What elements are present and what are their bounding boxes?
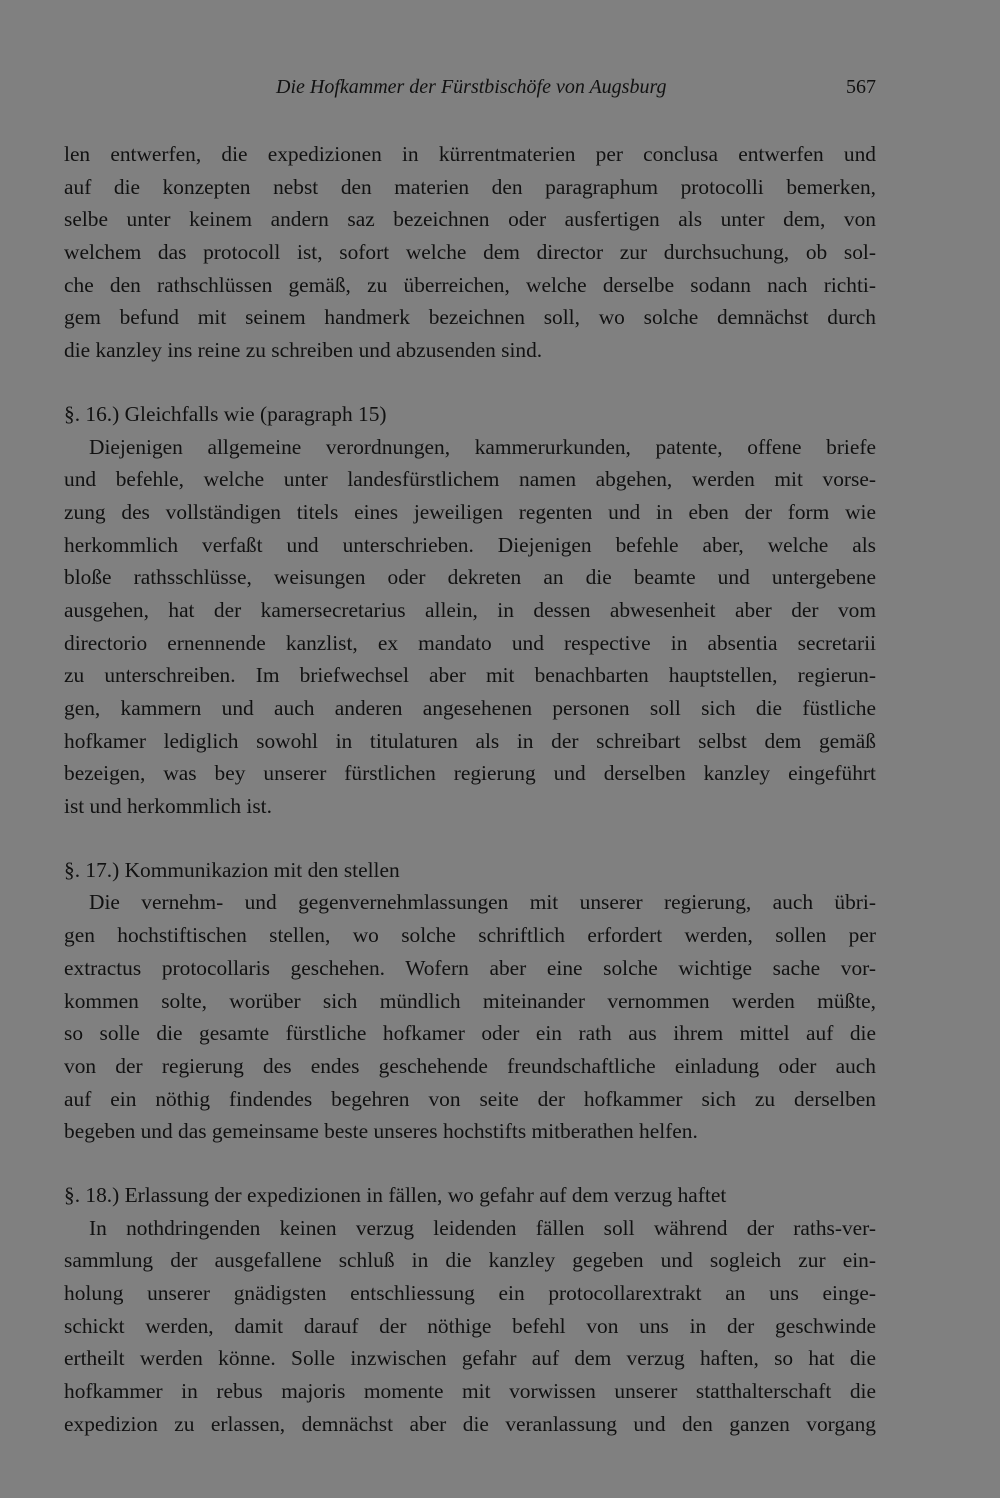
text-line: die kanzley ins reine zu schreiben und abzusenden sind. bbox=[64, 338, 543, 363]
text-line: len entwerfen, die expedizionen in kürrentmaterien per conclusa entwerfen und bbox=[64, 142, 876, 166]
text-line: gen, kammern und auch anderen angesehenen personen soll sich die füstliche bbox=[64, 696, 876, 720]
text-line: In nothdringenden keinen verzug leidenden fällen soll während der raths-ver- bbox=[89, 1215, 876, 1240]
text-line: Diejenigen allgemeine verordnungen, kammerurkunden, patente, offene briefe bbox=[89, 434, 876, 459]
text-line: gen hochstiftischen stellen, wo solche schriftlich erfordert werden, sollen per bbox=[64, 923, 876, 948]
section-17 bbox=[64, 854, 876, 1148]
text-line: auf die konzepten nebst den materien den paragraphum protocolli bemerken, bbox=[64, 174, 876, 199]
section-18 bbox=[64, 1179, 876, 1441]
text-line: zu unterschreiben. Im briefwechsel aber mit benachbarten hauptstellen, regierun- bbox=[64, 663, 876, 688]
section-heading: §. 18.) Erlassung der expedizionen in fällen, wo gefahr auf dem verzug haftet bbox=[64, 1182, 727, 1207]
text-line: directorio ernennende kanzlist, ex mandato und respective in absentia secretarii bbox=[64, 630, 876, 655]
text-line: bloße rathsschlüsse, weisungen oder dekreten an die beamte und untergebene bbox=[64, 565, 876, 590]
section-heading: §. 16.) Gleichfalls wie (paragraph 15) bbox=[64, 401, 387, 426]
paragraph-gap bbox=[64, 1148, 876, 1179]
text-line: che den rathschlüssen gemäß, zu überreichen, welche derselbe sodann nach richti- bbox=[64, 272, 876, 297]
text-line: hofkammer in rebus majoris momente mit vorwissen unserer statthalterschaft die bbox=[64, 1379, 876, 1404]
text-line: welchem das protocoll ist, sofort welche dem director zur durchsuchung, ob sol- bbox=[64, 240, 876, 265]
text-line: ertheilt werden könne. Solle inzwischen gefahr auf dem verzug haften, so hat die bbox=[64, 1346, 876, 1371]
text-line: ist und herkommlich ist. bbox=[64, 794, 272, 819]
body-text bbox=[64, 138, 876, 1440]
text-line: auf ein nöthig findendes begehren von seite der hofkammer sich zu derselben bbox=[64, 1086, 876, 1111]
section-heading: §. 17.) Kommunikazion mit den stellen bbox=[64, 857, 400, 882]
text-line: schickt werden, damit darauf der nöthige befehl von uns in der geschwinde bbox=[64, 1313, 876, 1338]
running-title: Die Hofkammer der Fürstbischöfe von Augsburg bbox=[276, 76, 667, 98]
text-line: gem befund mit seinem handmerk bezeichnen soll, wo solche demnächst durch bbox=[64, 305, 876, 330]
text-line: herkommlich verfaßt und unterschrieben. Diejenigen befehle aber, welche als bbox=[64, 532, 876, 557]
text-line: sammlung der ausgefallene schluß in die kanzley gegeben und sogleich zur ein- bbox=[64, 1248, 876, 1273]
text-line: kommen solte, worüber sich mündlich miteinander vernommen werden müßte, bbox=[64, 988, 876, 1013]
paragraph-gap bbox=[64, 823, 876, 854]
text-line: so solle die gesamte fürstliche hofkamer oder ein rath aus ihrem mittel auf die bbox=[64, 1021, 876, 1046]
text-line: expedizion zu erlassen, demnächst aber die veranlassung und den ganzen vorgang bbox=[64, 1411, 876, 1436]
text-line: ausgehen, hat der kamersecretarius allein, in dessen abwesenheit aber der vom bbox=[64, 597, 876, 622]
text-line: von der regierung des endes geschehende freundschaftliche einladung oder auch bbox=[64, 1053, 876, 1078]
text-line: begeben und das gemeinsame beste unseres hochstifts mitberathen helfen. bbox=[64, 1119, 698, 1144]
text-line: holung unserer gnädigsten entschliessung ein protocollarextrakt an uns einge- bbox=[64, 1281, 876, 1305]
page-number: 567 bbox=[846, 76, 876, 98]
running-header bbox=[64, 76, 876, 106]
text-line: extractus protocollaris geschehen. Wofern aber eine solche wichtige sache vor- bbox=[64, 955, 876, 980]
section-16 bbox=[64, 398, 876, 823]
text-line: und befehle, welche unter landesfürstlichem namen abgehen, werden mit vorse- bbox=[64, 467, 876, 492]
paragraph-gap bbox=[64, 367, 876, 398]
paragraph-intro bbox=[64, 138, 876, 367]
text-line: zung des vollständigen titels eines jeweiligen regenten und in eben der form wie bbox=[64, 499, 876, 524]
text-line: Die vernehm- und gegenvernehmlassungen mit unserer regierung, auch übri- bbox=[89, 890, 876, 915]
text-line: selbe unter keinem andern saz bezeichnen oder ausfertigen als unter dem, von bbox=[64, 207, 876, 232]
text-line: hofkamer lediglich sowohl in titulaturen als in der schreibart selbst dem gemäß bbox=[64, 728, 876, 753]
text-line: bezeigen, was bey unserer fürstlichen regierung und derselben kanzley eingeführt bbox=[64, 761, 876, 786]
